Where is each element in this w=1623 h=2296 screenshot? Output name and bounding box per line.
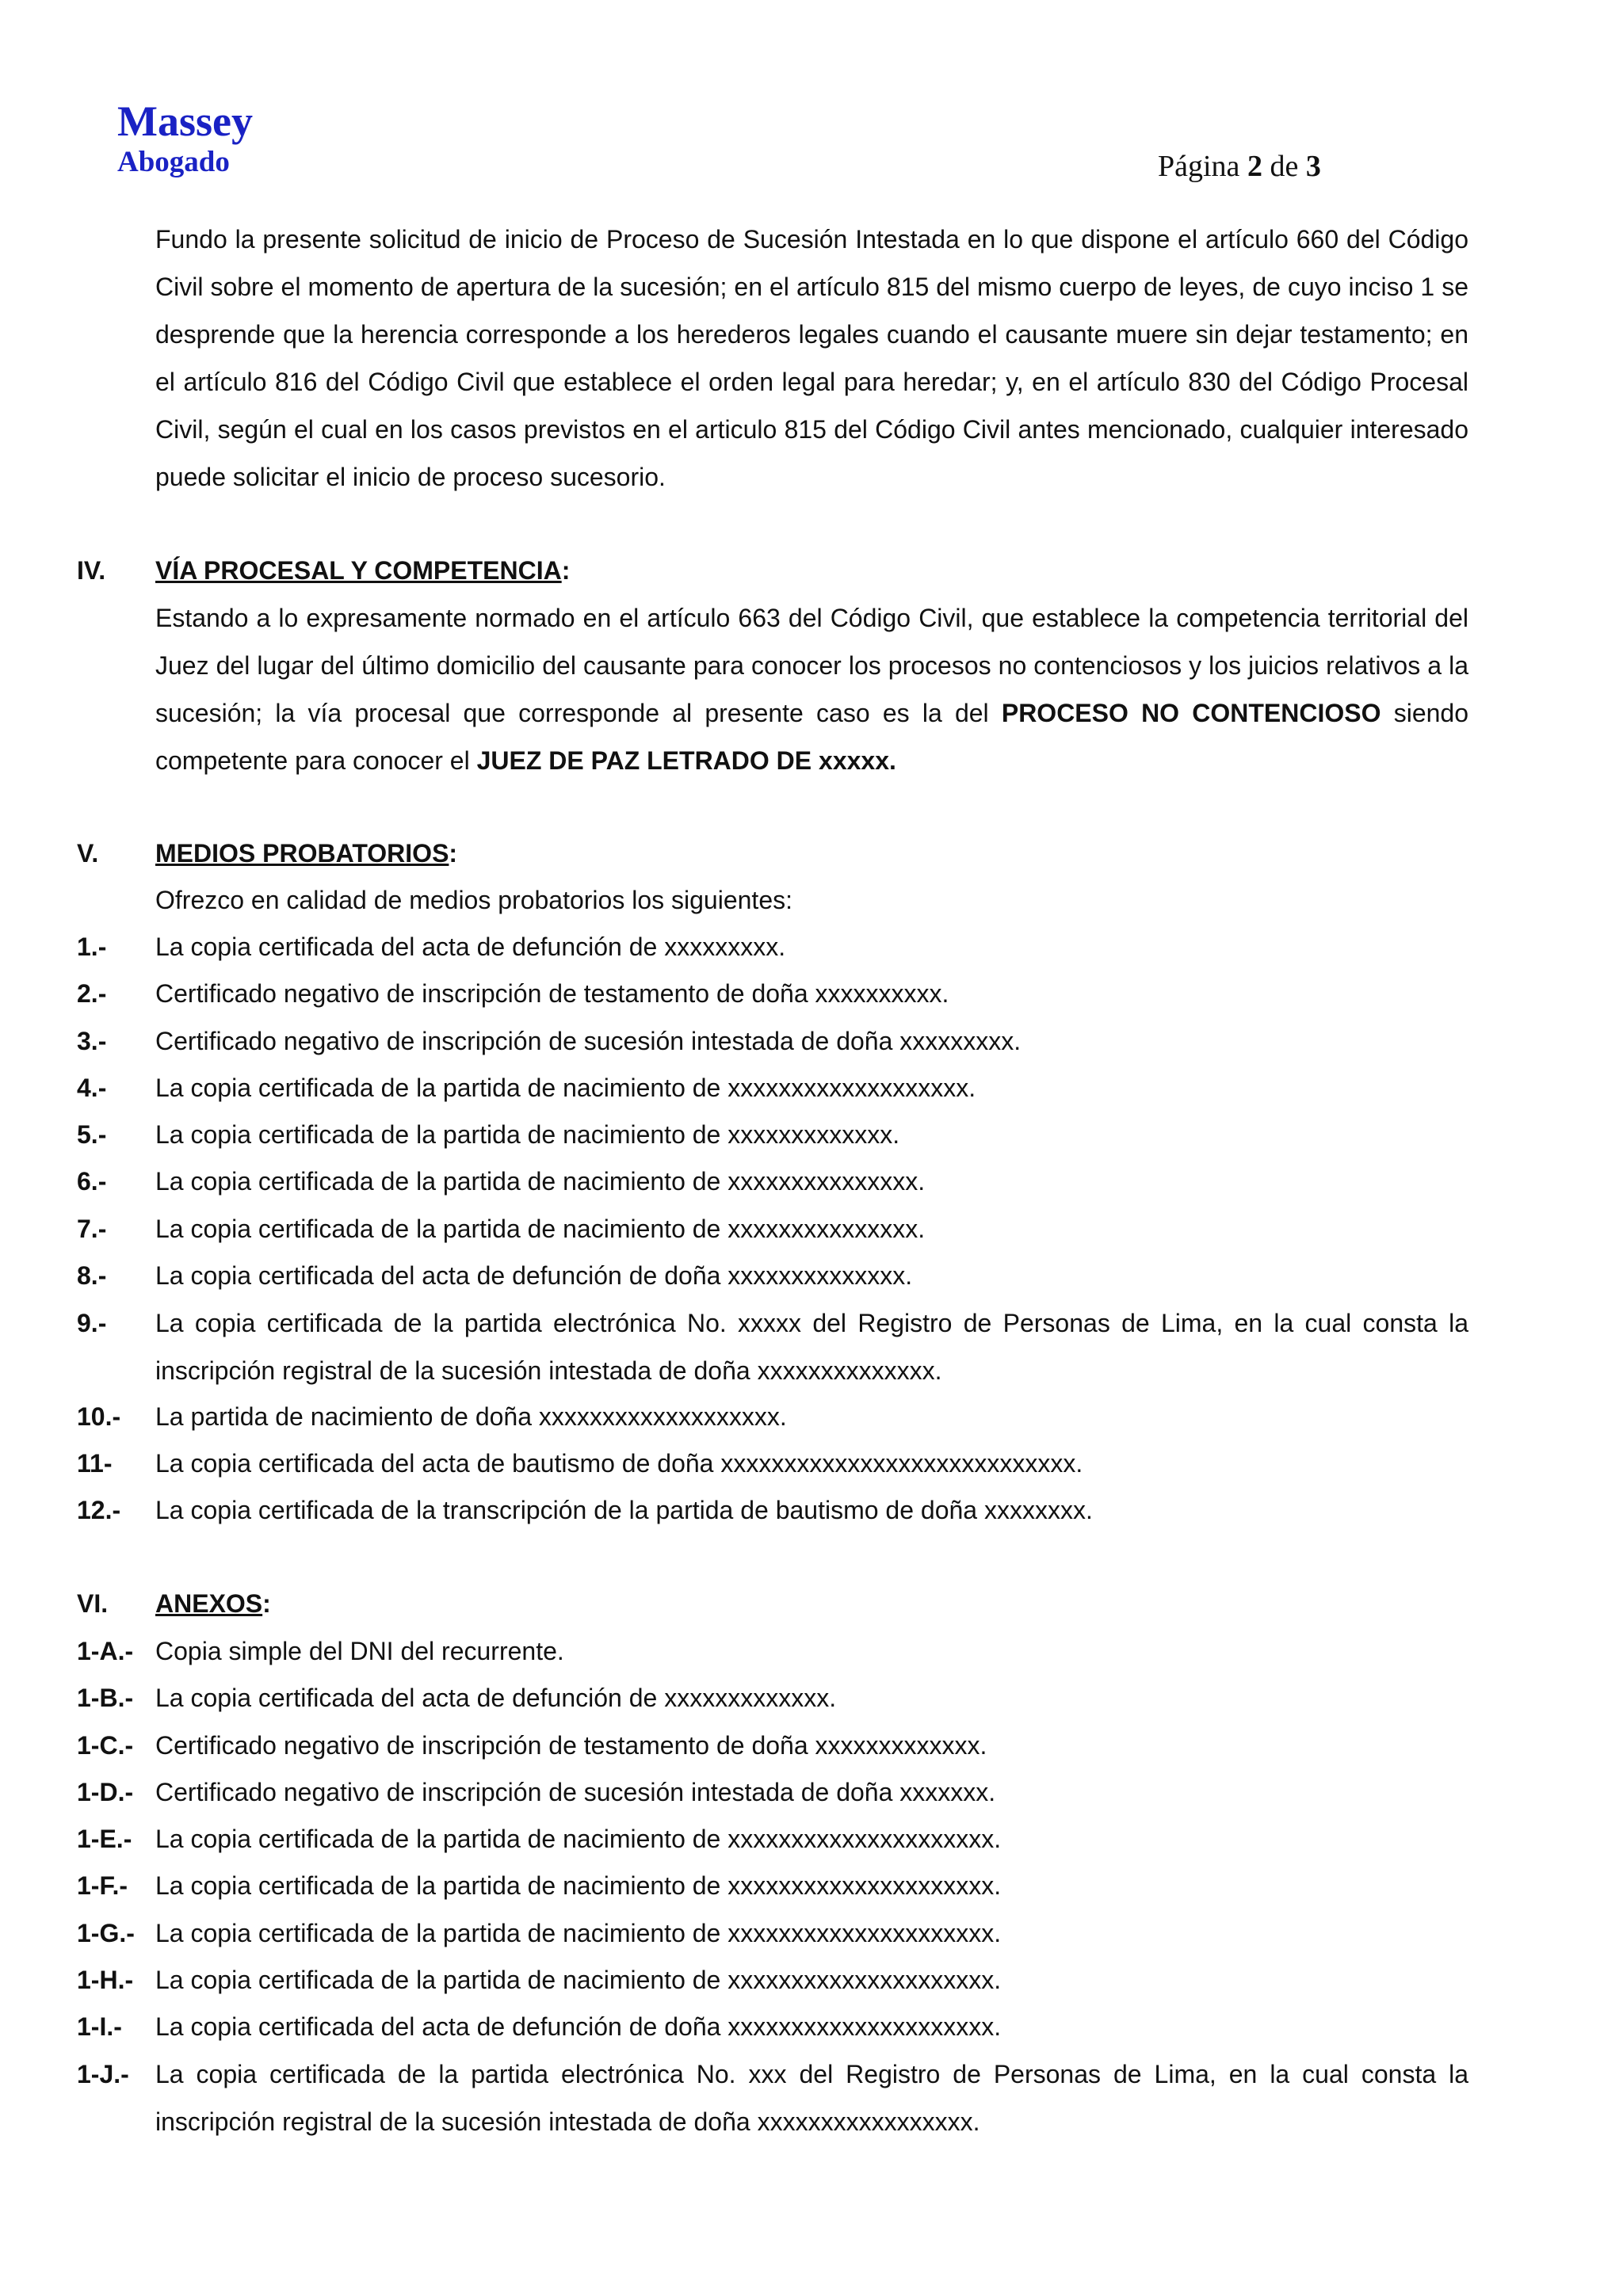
item-number: 12.- xyxy=(77,1496,121,1524)
list-item xyxy=(0,970,1474,1017)
item-number: 6.- xyxy=(77,1167,107,1196)
list-item xyxy=(0,1158,1474,1205)
section-colon: : xyxy=(561,556,571,585)
item-text: Certificado negativo de inscripción de testamento de doña xxxxxxxxxxxxx. xyxy=(155,1731,987,1760)
item-text: La copia certificada del acta de defunción de xxxxxxxxx. xyxy=(155,933,786,961)
intro-paragraph: Fundo la presente solicitud de inicio de Proceso de Sucesión Intestada en lo que dispone el artículo 660 del Código Civil sobre el momento de apertura de la sucesión; en el artículo 815 del mismo cuerpo de leyes, de cuyo inciso 1 se desprende que la herencia corresponde a los herederos legales cuando el causante muere sin dejar testamento; en el artículo 816 del Código Civil que establece el orden legal para heredar; y, en el artículo 830 del Código Procesal Civil, según el cual en los casos previstos en el articulo 815 del Código Civil antes mencionado, cualquier interesado puede solicitar el inicio de proceso sucesorio. xyxy=(155,225,1468,491)
item-number: 11- xyxy=(77,1449,113,1478)
item-number: 4.- xyxy=(77,1074,107,1102)
item-text: La partida de nacimiento de doña xxxxxxxxxxxxxxxxxxx. xyxy=(155,1402,787,1431)
item-text: La copia certificada de la partida de nacimiento de xxxxxxxxxxxxxxxxxxxxx. xyxy=(155,1919,1002,1947)
firm-subtitle: Abogado xyxy=(117,146,230,178)
section-title xyxy=(155,547,1468,594)
item-text: La copia certificada de la partida de nacimiento de xxxxxxxxxxxxxxx. xyxy=(155,1167,926,1196)
list-item xyxy=(0,1486,1474,1534)
page-number xyxy=(1158,149,1321,184)
list-item xyxy=(0,1815,1474,1863)
list-item xyxy=(0,1956,1474,2004)
list-intro: Ofrezco en calidad de medios probatorios los siguientes: xyxy=(155,886,792,914)
item-number: 1-G.- xyxy=(77,1919,135,1947)
page-current: 2 xyxy=(1247,150,1262,183)
item-number: 1-E.- xyxy=(77,1825,132,1853)
list-item xyxy=(0,2003,1474,2050)
section-v-intro xyxy=(0,876,1474,924)
section-title xyxy=(155,1580,1468,1627)
item-number: 1-J.- xyxy=(77,2060,129,2088)
section-title-text: MEDIOS PROBATORIOS xyxy=(155,839,449,868)
list-item xyxy=(0,1299,1474,1394)
list-item xyxy=(0,1862,1474,1909)
item-text: Certificado negativo de inscripción de sucesión intestada de doña xxxxxxx. xyxy=(155,1778,996,1806)
section-number: VI. xyxy=(77,1589,109,1618)
item-number: 1.- xyxy=(77,933,107,961)
item-text: La copia certificada del acta de defunción de doña xxxxxxxxxxxxxxxxxxxxx. xyxy=(155,2012,1002,2041)
item-number: 1-I.- xyxy=(77,2012,122,2041)
section-v-heading xyxy=(0,830,1474,877)
item-number: 2.- xyxy=(77,979,107,1008)
item-text: La copia certificada del acta de bautismo de doña xxxxxxxxxxxxxxxxxxxxxxxxxxxx. xyxy=(155,1449,1083,1478)
page-separator: de xyxy=(1270,150,1299,183)
list-item xyxy=(0,1393,1474,1440)
list-item xyxy=(0,1017,1474,1065)
item-number: 10.- xyxy=(77,1402,121,1431)
item-text: La copia certificada de la partida de nacimiento de xxxxxxxxxxxxxxxxxxx. xyxy=(155,1074,976,1102)
list-item xyxy=(0,2050,1474,2145)
section-number: IV. xyxy=(77,556,106,585)
section-iv-heading xyxy=(0,547,1474,594)
list-item xyxy=(0,923,1474,971)
item-text: Certificado negativo de inscripción de testamento de doña xxxxxxxxxx. xyxy=(155,979,949,1008)
item-number: 1-D.- xyxy=(77,1778,134,1806)
item-text: La copia certificada de la partida de nacimiento de xxxxxxxxxxxxx. xyxy=(155,1120,900,1149)
list-item xyxy=(0,1111,1474,1158)
list-item xyxy=(0,1252,1474,1299)
item-text: Copia simple del DNI del recurrente. xyxy=(155,1637,564,1665)
item-number: 1-C.- xyxy=(77,1731,134,1760)
list-item xyxy=(0,1768,1474,1816)
page-total: 3 xyxy=(1305,150,1321,183)
list-item xyxy=(0,1674,1474,1722)
list-item xyxy=(0,1627,1474,1675)
item-text: La copia certificada de la partida de nacimiento de xxxxxxxxxxxxxxxxxxxxx. xyxy=(155,1871,1002,1900)
paragraph-bold: JUEZ DE PAZ LETRADO DE xxxxx. xyxy=(476,746,896,775)
item-number: 1-H.- xyxy=(77,1966,134,1994)
section-number: V. xyxy=(77,839,99,868)
item-number: 1-B.- xyxy=(77,1684,134,1712)
item-number: 1-F.- xyxy=(77,1871,128,1900)
section-title xyxy=(155,830,1468,877)
list-item xyxy=(0,1909,1474,1957)
section-vi-heading xyxy=(0,1580,1474,1627)
item-number: 3.- xyxy=(77,1027,107,1055)
list-item xyxy=(0,1205,1474,1253)
item-number: 9.- xyxy=(77,1309,107,1337)
item-number: 1-A.- xyxy=(77,1637,134,1665)
item-text: La copia certificada de la partida de nacimiento de xxxxxxxxxxxxxxxxxxxxx. xyxy=(155,1966,1002,1994)
paragraph-bold: PROCESO NO CONTENCIOSO xyxy=(1001,699,1381,727)
section-colon: : xyxy=(262,1589,271,1618)
item-number: 5.- xyxy=(77,1120,107,1149)
item-text: La copia certificada de la transcripción de la partida de bautismo de doña xxxxxxxx. xyxy=(155,1496,1093,1524)
list-item xyxy=(0,1440,1474,1487)
page-prefix: Página xyxy=(1158,150,1240,183)
list-item xyxy=(0,1064,1474,1112)
item-number: 8.- xyxy=(77,1261,107,1290)
item-text: La copia certificada de la partida electrónica No. xxxxx del Registro de Personas de Lima, en la cual consta la inscripción registral de la sucesión intestada de doña xxxxxxxxxxxxxx. xyxy=(155,1309,1468,1385)
item-text: La copia certificada del acta de defunción de xxxxxxxxxxxxx. xyxy=(155,1684,837,1712)
item-number: 7.- xyxy=(77,1215,107,1243)
section-title-text: ANEXOS xyxy=(155,1589,263,1618)
item-text: La copia certificada del acta de defunción de doña xxxxxxxxxxxxxx. xyxy=(155,1261,913,1290)
item-text: La copia certificada de la partida de nacimiento de xxxxxxxxxxxxxxx. xyxy=(155,1215,926,1243)
list-item xyxy=(0,1722,1474,1769)
section-iv-paragraph xyxy=(155,594,1468,784)
paragraph-text: siendo competente para conocer el xyxy=(155,699,1469,775)
item-text: La copia certificada de la partida electrónica No. xxx del Registro de Personas de Lima, en la cual consta la inscripción registral de la sucesión intestada de doña xxxxxxxxxxxxxxxxx. xyxy=(155,2060,1468,2136)
item-text: La copia certificada de la partida de nacimiento de xxxxxxxxxxxxxxxxxxxxx. xyxy=(155,1825,1002,1853)
item-text: Certificado negativo de inscripción de sucesión intestada de doña xxxxxxxxx. xyxy=(155,1027,1022,1055)
firm-name: Massey xyxy=(117,97,253,145)
letterhead xyxy=(117,98,253,179)
section-colon: : xyxy=(449,839,458,868)
section-title-text: VÍA PROCESAL Y COMPETENCIA xyxy=(155,556,562,585)
paragraph-text: Estando a lo expresamente normado en el artículo 663 del Código Civil, que establece la competencia territorial del Juez del lugar del último domicilio del causante para conocer los procesos no contenciosos y los juicios relativos a la sucesión; la vía procesal que corresponde al presente caso es la del xyxy=(155,604,1468,727)
